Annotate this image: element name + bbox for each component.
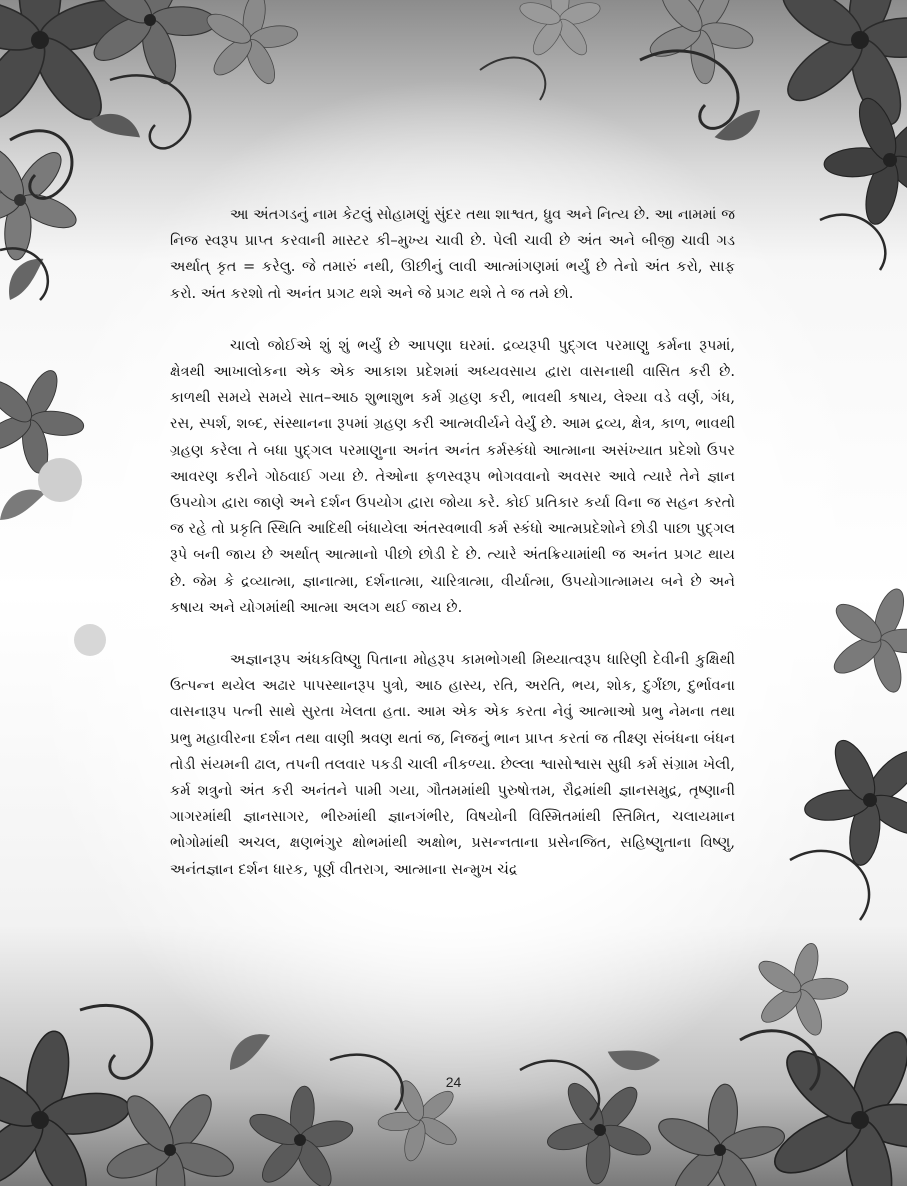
paragraph-1: આ અંતગડનું નામ કેટલું સોહામણું સુંદર તથા શાશ્વત, ધ્રુવ અને નિત્ય છે. આ નામમાં જ નિજ સ્વરૂપ પ્રાપ્ત કરવાની માસ્ટર કી–મુખ્ય ચાવી છે. પેલી ચાવી છે અંત અને બીજી ચાવી ગડ અર્થાત્ કૃત = કરેલુ. જે તમારું નથી, ઊછીનું લાવી આત્માંગણમાં ભર્યું છે તેનો અંત કરો, સાફ કરો. અંત કરશો તો અનંત પ્રગટ થશે અને જે પ્રગટ થશે તે જ તમે છો. bbox=[170, 206, 735, 302]
flower-cluster-right-side bbox=[779, 570, 907, 920]
flower-cluster-left-side bbox=[0, 458, 106, 656]
page-number: 24 bbox=[445, 1074, 462, 1090]
flower-cluster-bottom-left bbox=[0, 1005, 480, 1186]
paragraph-2: ચાલો જોઈએ શું શું ભર્યું છે આપણા ઘરમાં. દ્રવ્યરૂપી પુદ્ગલ પરમાણુ કર્મના રૂપમાં, ક્ષેત્રથી આખાલોકના એક એક આકાશ પ્રદેશમાં અધ્યવસાય દ્વારા વાસનાથી વાસિત કરી છે. કાળથી સમયે સમયે સાત–આઠ શુભાશુભ કર્મ ગ્રહણ કરી, ભાવથી કષાય, લેશ્યા વડે વર્ણ, ગંધ, રસ, સ્પર્શ, શબ્દ, સંસ્થાનના રૂપમાં ગ્રહણ કરી આત્મવીર્યને વેર્યું છે. આમ દ્રવ્ય, ક્ષેત્ર, કાળ, ભાવથી ગ્રહણ કરેલા તે બધા પુદ્ગલ પરમાણુના અનંત અનંત કર્મસ્કંધો આત્માના અસંખ્યાત પ્રદેશો ઉપર આવરણ કરીને ગોઠવાઈ ગયા છે. તેઓના ફળસ્વરૂપ ભોગવવાનો અવસર આવે ત્યારે તેને જ્ઞાન ઉપયોગ દ્વારા જાણે અને દર્શન ઉપયોગ દ્વારા જોયા કરે. કોઈ પ્રતિકાર કર્યા વિના જ સહન કરતો જ રહે તો પ્રકૃતિ સ્થિતિ આદિથી બંધાયેલા અંતસ્વભાવી કર્મ સ્કંધો આત્મપ્રદેશોને છોડી પાછા પુદ્ગલ રૂપે બની જાય છે અર્થાત્ આત્માનો પીછો છોડી દે છે. ત્યારે અંતક્રિયામાંથી જ અનંત પ્રગટ થાય છે. જેમ કે દ્રવ્યાત્મા, જ્ઞાનાત્મા, દર્શનાત્મા, ચારિત્રાત્મા, વીર્યાત્મા, ઉપયોગાત્મામય બને છે અને કષાય અને યોગમાંથી આત્મા અલગ થઈ જાય છે. bbox=[170, 336, 735, 616]
body-text bbox=[170, 202, 735, 883]
paragraph-3: અજ્ઞાનરૂપ અંધકવિષ્ણુ પિતાના મોહરૂપ કામભોગથી મિથ્યાત્વરૂપ ધારિણી દેવીની કુક્ષિથી ઉત્પન્ન થયેલ અઢાર પાપસ્થાનરૂપ પુત્રો, આઠ હાસ્ય, રતિ, અરતિ, ભય, શોક, દુર્ગંછા, દુર્ભાવના વાસનારૂપ પત્ની સાથે સુરતા ખેલતા હતા. આમ એક એક કરતા નેવું આત્માઓ પ્રભુ નેમના તથા પ્રભુ મહાવીરના દર્શન તથા વાણી શ્રવણ થતાં જ, નિજનું ભાન પ્રાપ્ત કરતાં જ તીક્ષ્ણ સંબંધના બંધન તોડી સંયમની ઢાલ, તપની તલવાર પકડી ચાલી નીકળ્યા. છેલ્લા શ્વાસોશ્વાસ સુધી કર્મ સંગ્રામ ખેલી, કર્મ શત્રુનો અંત કરી અનંતને પામી ગયા, ગૌતમમાંથી પુરુષોત્તમ, રૌદ્રમાંથી જ્ઞાનસમુદ્ર, તૃષ્ણાની ગાગરમાંથી જ્ઞાનસાગર, ભીરુમાંથી જ્ઞાનગંભીર, વિષયોની વિસ્મિતમાંથી સ્તિમિત, ચલાયમાન ભોગોમાંથી અચલ, ક્ષણભંગુર ક્ષોભમાંથી અક્ષોભ, પ્રસન્નતાના પ્રસેનજિત, સહિષ્ણુતાના વિષ્ણુ, અનંતજ્ઞાન દર્શન ધારક, પૂર્ણ વીતરાગ, આત્માના સન્મુખ ચંદ્ર bbox=[170, 651, 735, 878]
flower-cluster-bottom-right bbox=[520, 931, 907, 1186]
